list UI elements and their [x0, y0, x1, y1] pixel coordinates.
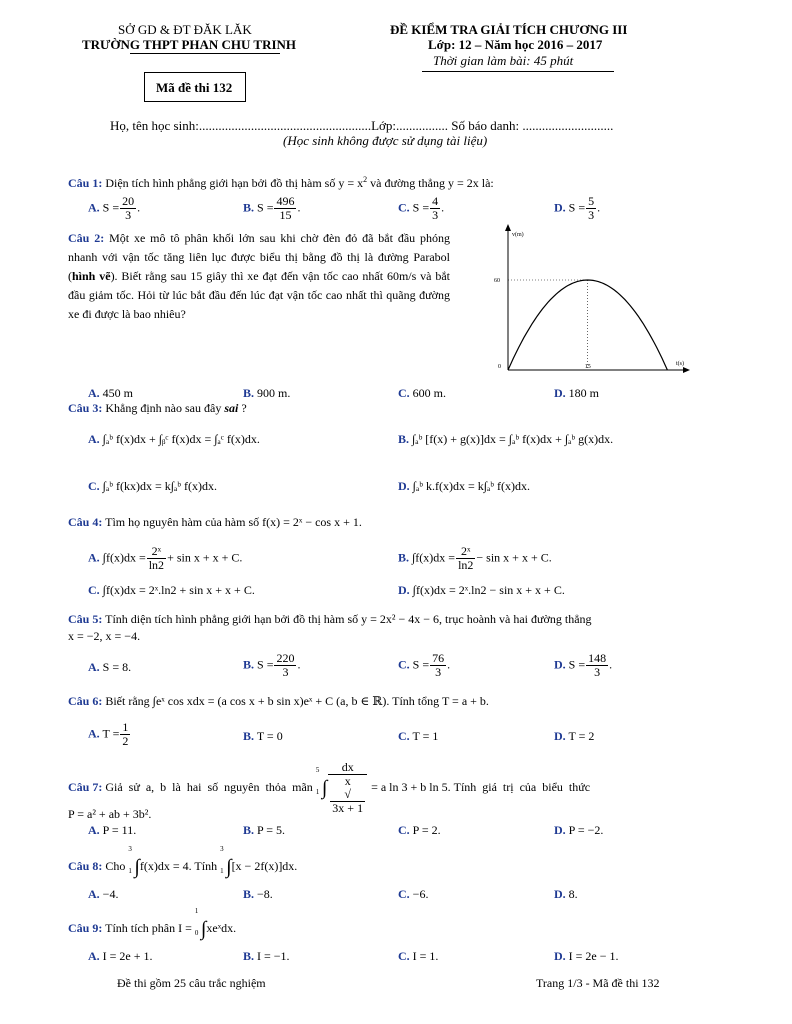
option-letter: B.	[243, 386, 255, 400]
option-text: ∫f(x)dx =	[102, 550, 146, 565]
option-b[interactable]	[398, 545, 552, 572]
question-1	[68, 172, 494, 191]
option-text: P = 11.	[102, 823, 137, 837]
department-name: SỞ GD & ĐT ĐĂK LĂK	[118, 22, 252, 37]
option-c[interactable]: C. S = $\frac{4}{3}$ .	[398, 194, 445, 222]
option-text: ∫ₐᵇ f(kx)dx = k∫ₐᵇ f(x)dx.	[102, 479, 217, 493]
integral-sign: ∫	[226, 856, 232, 878]
option-letter: A.	[88, 386, 100, 400]
option-c[interactable]	[88, 477, 217, 495]
option-letter: D.	[398, 583, 410, 597]
math-exponent: 2	[363, 175, 368, 184]
option-text: 180 m	[568, 386, 600, 400]
option-text: S = 8.	[102, 660, 132, 674]
question-label: Câu 1:	[68, 176, 103, 190]
exam-code: Mã đề thi 132	[156, 80, 233, 95]
integral-sign: ∫	[134, 856, 140, 878]
question-4	[68, 514, 362, 530]
option-text: T =	[102, 726, 120, 741]
question-label: Câu 5:	[68, 612, 103, 626]
origin-label: 0	[498, 364, 501, 370]
fraction: $\frac{148}{3}$	[588, 651, 607, 679]
question-text-bold: hình vẽ	[72, 269, 111, 283]
question-label: Câu 9:	[68, 920, 103, 935]
option-d[interactable]	[398, 581, 565, 599]
option-letter: A.	[88, 887, 100, 901]
option-text: S =	[257, 657, 274, 672]
question-text: Một xe mô tô phân khối lớn sau khi chờ đèn đỏ đã bắt đầu	[109, 231, 416, 245]
math-expr: y = x	[338, 176, 364, 190]
option-letter: C.	[398, 200, 410, 215]
option-a[interactable]	[88, 658, 131, 676]
option-text: 450 m	[102, 386, 134, 400]
question-label: Câu 3:	[68, 401, 103, 415]
option-letter: C.	[398, 386, 410, 400]
question-text: Giả sử a, b là hai số nguyên thỏa mãn	[105, 779, 313, 794]
option-c[interactable]	[398, 885, 428, 903]
option-b[interactable]	[243, 821, 285, 839]
fraction: $\frac{\text{2ˣ}}{\ln 2}$	[458, 544, 474, 572]
option-a[interactable]: A. S = $\frac{20}{3}$ .	[88, 194, 141, 222]
option-letter: D.	[398, 479, 410, 493]
fraction: $\frac{20}{3}$	[122, 194, 135, 222]
option-d[interactable]: D. S = $\frac{148}{3}$ .	[554, 651, 613, 679]
question-text: Tính tích phân	[105, 920, 176, 935]
option-letter: C.	[88, 583, 100, 597]
exam-title: ĐỀ KIỂM TRA GIẢI TÍCH CHƯƠNG III	[390, 22, 628, 37]
option-text: P = −2.	[568, 823, 604, 837]
question-6	[68, 693, 489, 709]
option-letter: C.	[398, 729, 410, 743]
option-letter: B.	[243, 823, 255, 837]
option-c[interactable]	[398, 384, 446, 402]
option-letter: C.	[398, 657, 410, 672]
time-limit: Thời gian làm bài: 45 phút	[433, 53, 574, 68]
option-a[interactable]	[88, 821, 136, 839]
option-b[interactable]	[243, 384, 290, 402]
option-d[interactable]	[554, 384, 599, 402]
question-label: Câu 8:	[68, 858, 103, 873]
fraction: $\frac{\text{2ˣ}}{\ln 2}$	[148, 544, 165, 572]
option-text: I = 1.	[412, 949, 439, 963]
option-letter: D.	[554, 949, 566, 963]
question-text: Diện tích hình phẳng giới hạn bởi đồ thị hàm số	[105, 176, 336, 190]
option-text: S =	[568, 657, 586, 672]
fraction: $\frac{4}{3}$	[432, 194, 439, 222]
question-9	[68, 907, 236, 951]
fraction: $\frac{1}{2}$	[122, 720, 129, 748]
option-letter: A.	[88, 660, 100, 674]
question-text: cao nhất 60m/s và bắt đầu giảm tốc. Hỏi từ lúc bắt đầu đến lúc đạt vận	[68, 269, 451, 302]
option-letter: B.	[398, 432, 410, 446]
option-letter: A.	[88, 949, 100, 963]
footer-right: Trang 1/3 - Mã đề thi 132	[536, 976, 660, 990]
option-text: − sin x + x + C.	[476, 550, 552, 565]
x-axis-arrow	[683, 367, 690, 373]
time-underline	[422, 71, 614, 72]
option-a[interactable]	[88, 947, 153, 965]
question-7	[68, 761, 724, 815]
option-a[interactable]	[88, 721, 131, 748]
option-c[interactable]	[398, 821, 441, 839]
option-letter: D.	[554, 386, 566, 400]
math-expr: f(x) = 2ˣ − cos x + 1.	[262, 515, 362, 529]
option-letter: B.	[243, 729, 255, 743]
option-text: S =	[102, 200, 120, 215]
option-letter: C.	[398, 949, 410, 963]
velocity-chart	[486, 222, 696, 382]
option-letter: A.	[88, 550, 100, 565]
option-text: I = 2e + 1.	[102, 949, 153, 963]
option-d[interactable]	[554, 885, 578, 903]
option-text: P = 5.	[257, 823, 286, 837]
option-c[interactable]	[398, 947, 438, 965]
fraction: $\frac{496}{15}$	[276, 194, 295, 222]
math-expr: ∫eˣ cos xdx = (a cos x + b sin x)eˣ + C (a, b ∈ ℝ).	[152, 694, 390, 708]
option-text: S =	[412, 657, 430, 672]
option-b[interactable]	[243, 885, 273, 903]
option-text: ∫ₐᵇ k.f(x)dx = k∫ₐᵇ f(x)dx.	[412, 479, 530, 493]
option-b[interactable]: B. S = $\frac{496}{15}$ .	[243, 194, 301, 222]
question-text: Tìm họ nguyên hàm của hàm số	[105, 515, 260, 529]
option-letter: D.	[554, 729, 566, 743]
option-text: 900 m.	[257, 386, 291, 400]
option-letter: D.	[554, 887, 566, 901]
question-label: Câu 7:	[68, 779, 103, 794]
option-letter: B.	[398, 550, 410, 565]
option-text: ∫f(x)dx = 2ˣ.ln2 − sin x + x + C.	[412, 583, 565, 597]
option-letter: B.	[243, 887, 255, 901]
option-text: I = 2e − 1.	[568, 949, 619, 963]
math-expr: xeˣdx.	[206, 920, 237, 935]
exam-note: (Học sinh không được sử dụng tài liệu)	[283, 133, 488, 148]
option-d[interactable]	[398, 477, 530, 495]
option-d[interactable]: D. S = $\frac{5}{3}$ .	[554, 194, 601, 222]
question-5-line2: x = −2, x = −4.	[68, 629, 141, 643]
y-tick-label: 60	[494, 278, 500, 284]
question-text: Tính diện tích hình phẳng giới hạn bởi đồ thị hàm số	[105, 612, 359, 626]
option-text: 8.	[568, 887, 578, 901]
fraction: $\frac{76}{3}$	[432, 651, 445, 679]
fraction: $\frac{220}{3}$	[276, 651, 295, 679]
question-text: tốc cao nhất thì quãng đường xe đi được là bao nhiêu?	[68, 288, 450, 321]
option-text: P = 2.	[412, 823, 441, 837]
option-c[interactable]	[398, 727, 438, 745]
question-label: Câu 2:	[68, 231, 105, 245]
option-letter: A.	[88, 823, 100, 837]
option-text: −6.	[412, 887, 429, 901]
question-text: ?	[241, 401, 247, 415]
math-expr: I =	[178, 920, 192, 935]
option-text: T = 0	[256, 729, 283, 743]
option-letter: D.	[554, 200, 566, 215]
option-a[interactable]	[88, 430, 260, 448]
option-a[interactable]	[88, 885, 118, 903]
question-label: Câu 4:	[68, 515, 103, 529]
option-letter: C.	[88, 479, 100, 493]
option-text: −4.	[102, 887, 119, 901]
option-a[interactable]	[88, 545, 242, 572]
option-c[interactable]: C. S = $\frac{76}{3}$ .	[398, 651, 451, 679]
option-c[interactable]	[88, 581, 255, 599]
option-text: −8.	[257, 887, 273, 901]
grade-year: Lớp: 12 – Năm học 2016 – 2017	[428, 37, 603, 52]
option-d[interactable]	[554, 821, 603, 839]
question-text: Tính giá trị của biểu thức	[453, 779, 591, 794]
option-text: + sin x + x + C.	[167, 550, 243, 565]
option-text: ∫f(x)dx =	[412, 550, 456, 565]
question-text: Tính	[194, 858, 218, 873]
math-expr: f(x)dx = 4.	[139, 858, 192, 873]
option-b[interactable]	[243, 947, 290, 965]
question-text: ). Biết rằng sau 15 giây thì xe đạt đến vận tốc	[110, 269, 339, 283]
question-8	[68, 845, 297, 889]
question-text: đường Parabol (	[68, 250, 451, 283]
option-text: T = 1	[412, 729, 439, 743]
question-7-line2: P = a² + ab + 3b².	[68, 807, 152, 821]
option-b[interactable]: B. S = $\frac{220}{3}$ .	[243, 651, 301, 679]
option-text: S =	[257, 200, 274, 215]
option-text: ∫ₐᵇ f(x)dx + ∫ᵦᶜ f(x)dx = ∫ₐᶜ f(x)dx.	[102, 432, 260, 446]
option-letter: A.	[88, 432, 100, 446]
integral-sign: ∫	[321, 777, 328, 799]
math-expr: = a ln 3 + b ln 5.	[371, 779, 451, 794]
integral-limits: 3 1	[220, 845, 224, 875]
fraction: dx x √ 3x + 1	[328, 761, 367, 815]
integral-sign: ∫	[200, 918, 207, 940]
question-text: và đường thẳng	[370, 176, 445, 190]
question-label: Câu 6:	[68, 694, 103, 708]
option-text: ∫f(x)dx = 2ˣ.ln2 + sin x + x + C.	[102, 583, 255, 597]
footer-left: Đề thi gồm 25 câu trắc nghiệm	[117, 976, 266, 990]
question-text: Tính tổng	[392, 694, 440, 708]
math-expr: [x − 2f(x)]dx.	[231, 858, 298, 873]
fraction: $\frac{5}{3}$	[588, 194, 595, 222]
question-text: Cho	[105, 858, 126, 873]
option-letter: A.	[88, 200, 100, 215]
integral-limits: 1 0	[194, 907, 199, 937]
option-letter: B.	[243, 657, 255, 672]
question-text: Khẳng định nào sau đây	[105, 401, 222, 415]
option-text: I = −1.	[257, 949, 290, 963]
option-text: S =	[568, 200, 586, 215]
option-letter: D.	[554, 823, 566, 837]
question-5	[68, 611, 723, 627]
y-axis-label: v(m)	[512, 232, 524, 238]
question-text: phóng nhanh với vận tốc tăng liên lục được biểu thị bằng đồ thị là	[68, 231, 451, 264]
x-tick-label: 15	[584, 364, 591, 370]
option-letter: A.	[88, 726, 100, 741]
option-b[interactable]	[243, 727, 283, 745]
y-axis-arrow	[505, 224, 511, 231]
option-text: 600 m.	[412, 386, 447, 400]
option-letter: D.	[554, 657, 566, 672]
math-expr: T = a + b.	[441, 694, 489, 708]
question-text: , trục hoành và hai đường thẳng	[439, 612, 592, 626]
option-text: ∫ₐᵇ [f(x) + g(x)]dx = ∫ₐᵇ f(x)dx + ∫ₐᵇ g(x)dx.	[412, 432, 614, 446]
option-text: T = 2	[568, 729, 595, 743]
math-expr: y = 2x	[447, 176, 479, 190]
option-letter: C.	[398, 823, 410, 837]
school-name: TRƯỜNG THPT PHAN CHU TRINH	[82, 37, 297, 52]
option-d[interactable]	[554, 727, 594, 745]
x-axis-label: t(s)	[676, 361, 684, 367]
integral-limits: 3 1	[128, 845, 132, 875]
option-text: S =	[412, 200, 430, 215]
option-d[interactable]	[554, 947, 619, 965]
option-letter: B.	[243, 949, 255, 963]
school-underline	[130, 53, 280, 54]
option-b[interactable]	[398, 430, 613, 448]
question-2	[68, 229, 450, 324]
math-expr: y = 2x² − 4x − 6	[361, 612, 440, 626]
question-3	[68, 400, 247, 416]
option-letter: B.	[243, 200, 255, 215]
integral-limits: 5 1	[315, 766, 320, 796]
question-emphasis: sai	[224, 401, 239, 415]
student-info-line: Họ, tên học sinh:.....................................................Lớp:................ Số báo danh: ............................	[110, 118, 614, 133]
option-letter: C.	[398, 887, 410, 901]
question-text: Biết rằng	[105, 694, 150, 708]
question-text: là:	[481, 176, 494, 190]
